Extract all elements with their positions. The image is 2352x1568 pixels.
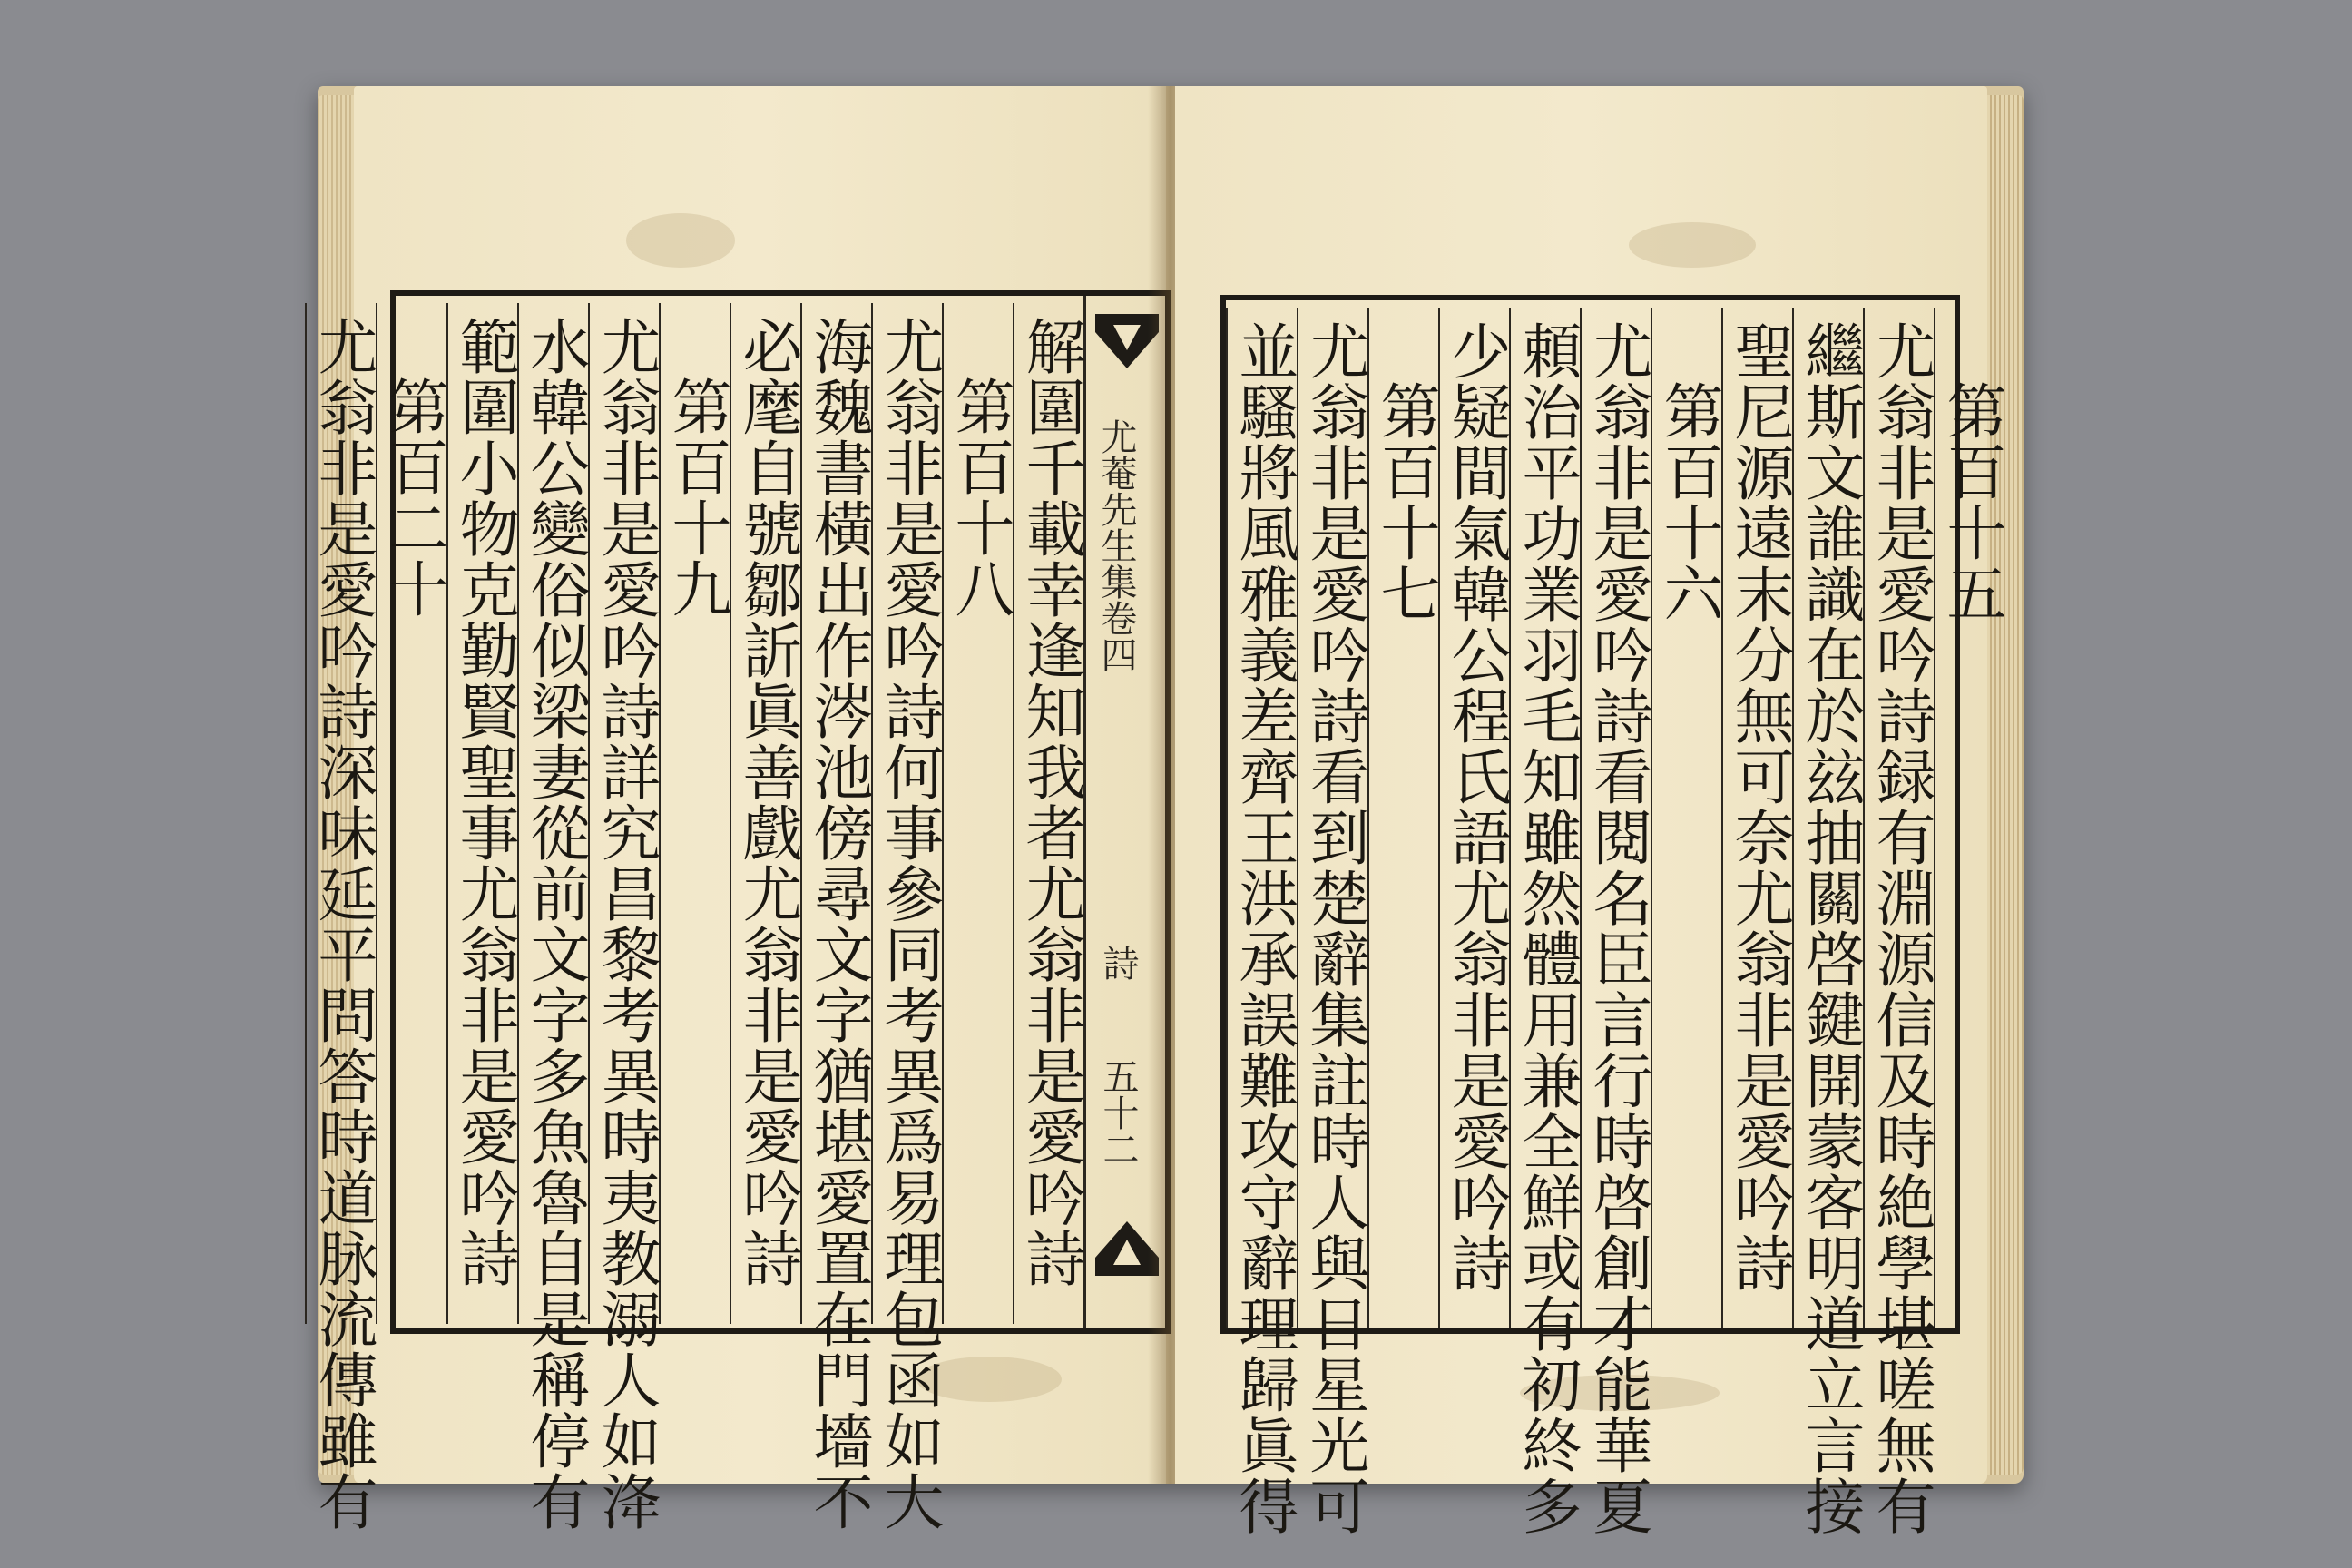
- left-column: [730, 303, 800, 1324]
- poem-line: 解圍千載幸逢知我者尤翁非是愛吟詩: [1015, 316, 1085, 1289]
- poem-heading: 第百十九: [662, 376, 731, 619]
- right-column: [1934, 308, 2004, 1328]
- right-column: [1438, 308, 1509, 1328]
- poem-line: 必麾自號鄒訢眞善戲尤翁非是愛吟詩: [732, 316, 802, 1289]
- left-column: [376, 303, 446, 1324]
- right-column: [1580, 308, 1652, 1536]
- poem-heading: 第百十八: [945, 376, 1014, 619]
- poem-heading: 第百十五: [1936, 380, 2006, 623]
- poem-line: 聖尼源遠末分無可奈尤翁非是愛吟詩: [1724, 320, 1794, 1293]
- poem-line: 尤翁非是愛吟詩看閱名臣言行時啓創才能華夏: [1583, 320, 1652, 1536]
- poem-line: 尤翁非是愛吟詩看到楚辭集註時人與日星光可: [1299, 320, 1369, 1536]
- poem-line: 少疑間氣韓公程氏語尤翁非是愛吟詩: [1441, 320, 1511, 1293]
- poem-line: 水韓公變俗似梁妻從前文字多魚魯自是稱停有: [520, 316, 590, 1532]
- poem-heading: 第百二十: [378, 376, 448, 619]
- poem-heading: 第百十六: [1653, 380, 1723, 623]
- right-column: [1367, 308, 1438, 1328]
- left-column: [517, 303, 590, 1532]
- right-column: [1226, 308, 1298, 1536]
- poem-line: 頼治平功業羽毛知雖然體用兼全鮮或有初終多: [1512, 320, 1582, 1536]
- poem-line: 繼斯文誰識在於玆抽關啓鍵開蒙客明道立言接: [1795, 320, 1865, 1536]
- left-column: [446, 303, 517, 1324]
- left-column: [942, 303, 1013, 1324]
- book-title: 尤菴先生集卷四: [1095, 418, 1137, 672]
- poem-line: 尤翁非是愛吟詩詳究昌黎考異時夷教溺人如洚: [591, 316, 661, 1532]
- poem-line: 範圍小物克勤賢聖事尤翁非是愛吟詩: [449, 316, 519, 1289]
- page-number: 五十二: [1097, 1058, 1139, 1167]
- poem-line: 尤翁非是愛吟詩何事參同考異爲易理包函如大: [874, 316, 944, 1532]
- open-book: [308, 86, 2024, 1536]
- left-column: [305, 303, 377, 1532]
- poem-line: 並騷將風雅義差齊王洪承誤難攻守辭理歸眞得: [1229, 320, 1298, 1536]
- left-page-frame: [308, 290, 1171, 1532]
- right-page-frame: [1220, 295, 2006, 1536]
- left-column: [659, 303, 730, 1324]
- poem-line: 海魏書橫出作涔池傍尋文字猶堪愛置在門墻不: [803, 316, 873, 1532]
- left-column: [588, 303, 661, 1532]
- left-column: [1013, 303, 1083, 1324]
- left-column: [871, 303, 944, 1532]
- right-column: [1509, 308, 1582, 1536]
- left-page: [308, 86, 1166, 1532]
- right-column: [1863, 308, 1936, 1536]
- right-column: [1651, 308, 1721, 1328]
- poem-line: 尤翁非是愛吟詩深味延平問答時道脉流傳雖有: [308, 316, 377, 1532]
- poem-line: 尤翁非是愛吟詩録有淵源信及時絶學堪嗟無有: [1866, 320, 1936, 1536]
- left-column: [800, 303, 873, 1532]
- poem-heading: 第百十七: [1370, 380, 1440, 623]
- right-column: [1792, 308, 1865, 1536]
- right-page: [1175, 86, 2006, 1536]
- section-label: 詩: [1097, 945, 1139, 981]
- right-column: [1721, 308, 1792, 1328]
- right-column: [1297, 308, 1369, 1536]
